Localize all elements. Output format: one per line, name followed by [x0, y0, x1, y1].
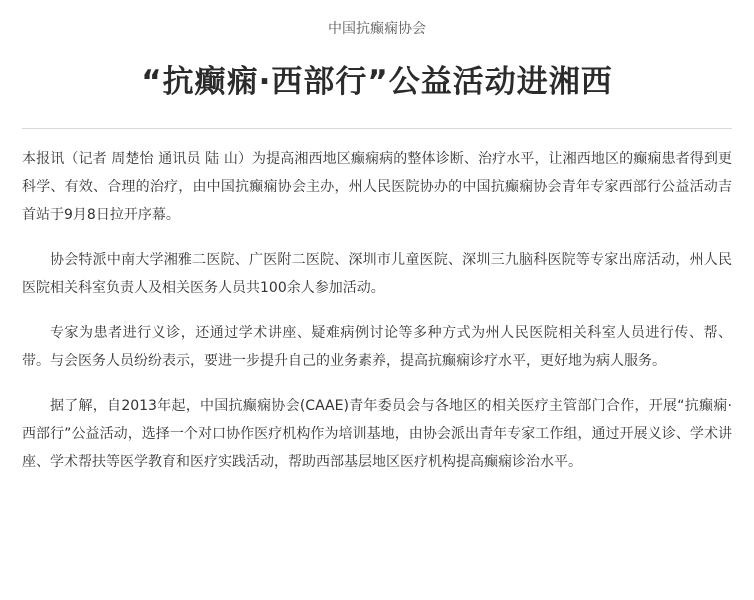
article-paragraph-2: 协会特派中南大学湘雅二医院、广医附二医院、深圳市儿童医院、深圳三九脑科医院等专家出席活动，州人民医院相关科室负责人及相关医务人员共100余人参加活动。: [22, 252, 732, 296]
article-title: “抗癫痫·西部行”公益活动进湘西: [141, 64, 613, 100]
article-paragraph-4: 据了解，自2013年起，中国抗癫痫协会(CAAE)青年委员会与各地区的相关医疗主管部门合作，开展“抗癫痫·西部行”公益活动，选择一个对口协作医疗机构作为培训基地，由协会派出青年专家工作组，通过开展义诊、学术讲座、学术帮扶等医学教育和医疗实践活动，帮助西部基层地区医疗机构提高癫痫诊治水平。: [22, 398, 732, 470]
article-source: 中国抗癫痫协会: [328, 21, 426, 37]
title-divider: [22, 128, 732, 129]
article-body: [22, 145, 732, 476]
article-paragraph-1: 本报讯（记者 周楚怡 通讯员 陆 山）为提高湘西地区癫痫病的整体诊断、治疗水平，让湘西地区的癫痫患者得到更科学、有效、合理的治疗，由中国抗癫痫协会主办，州人民医院协办的中国抗癫痫协会青年专家西部行公益活动吉首站于9月8日拉开序幕。: [22, 151, 732, 223]
article-paragraph-3: 专家为患者进行义诊，还通过学术讲座、疑难病例讨论等多种方式为州人民医院相关科室人员进行传、帮、带。与会医务人员纷纷表示，要进一步提升自己的业务素养，提高抗癫痫诊疗水平，更好地为病人服务。: [22, 325, 732, 369]
